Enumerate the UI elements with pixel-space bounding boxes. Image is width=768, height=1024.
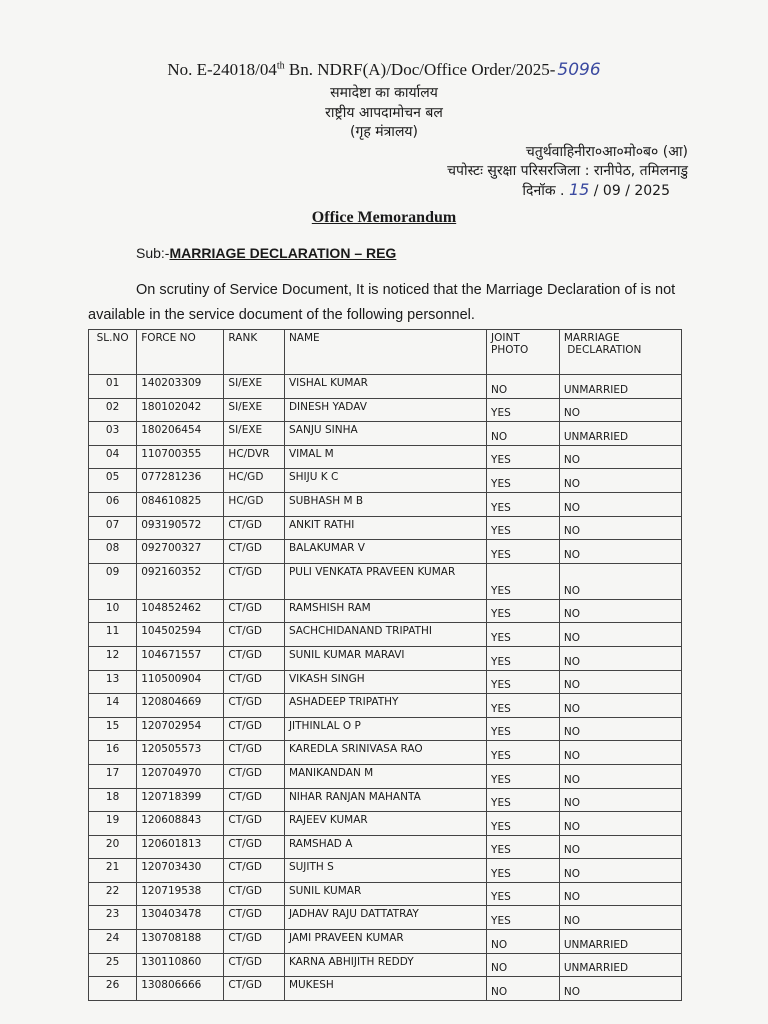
cell-rank: CT/GD — [224, 859, 285, 883]
cell-joint-photo: YES — [487, 563, 560, 599]
cell-rank: HC/DVR — [224, 445, 285, 469]
cell-sl-no: 24 — [89, 930, 137, 954]
table-row — [89, 741, 682, 765]
cell-sl-no: 07 — [89, 516, 137, 540]
cell-joint-photo: YES — [487, 788, 560, 812]
cell-force-no: 092700327 — [137, 540, 224, 564]
cell-marriage-declaration: NO — [559, 741, 681, 765]
cell-joint-photo: YES — [487, 540, 560, 564]
cell-force-no: 110700355 — [137, 445, 224, 469]
cell-sl-no: 10 — [89, 599, 137, 623]
cell-marriage-declaration: NO — [559, 717, 681, 741]
date-day-handwritten: 15 — [568, 180, 590, 199]
cell-force-no: 120702954 — [137, 717, 224, 741]
cell-joint-photo: YES — [487, 492, 560, 516]
cell-name: ASHADEEP TRIPATHY — [284, 694, 486, 718]
cell-marriage-declaration: UNMARRIED — [559, 375, 681, 399]
cell-sl-no: 15 — [89, 717, 137, 741]
cell-sl-no: 22 — [89, 882, 137, 906]
table-row — [89, 445, 682, 469]
cell-rank: CT/GD — [224, 599, 285, 623]
cell-joint-photo: NO — [487, 375, 560, 399]
cell-joint-photo: NO — [487, 977, 560, 1001]
cell-sl-no: 21 — [89, 859, 137, 883]
table-row — [89, 599, 682, 623]
table-row — [89, 977, 682, 1001]
cell-sl-no: 20 — [89, 835, 137, 859]
cell-marriage-declaration: NO — [559, 882, 681, 906]
cell-rank: HC/GD — [224, 492, 285, 516]
personnel-table — [88, 329, 682, 1001]
cell-rank: CT/GD — [224, 670, 285, 694]
cell-force-no: 120718399 — [137, 788, 224, 812]
cell-joint-photo: YES — [487, 812, 560, 836]
cell-joint-photo: YES — [487, 906, 560, 930]
cell-force-no: 130806666 — [137, 977, 224, 1001]
cell-marriage-declaration: NO — [559, 906, 681, 930]
cell-joint-photo: YES — [487, 623, 560, 647]
cell-name: SANJU SINHA — [284, 422, 486, 446]
cell-name: JITHINLAL O P — [284, 717, 486, 741]
cell-sl-no: 14 — [89, 694, 137, 718]
cell-marriage-declaration: UNMARRIED — [559, 930, 681, 954]
date-line — [522, 180, 670, 200]
cell-sl-no: 06 — [89, 492, 137, 516]
cell-name: VIMAL M — [284, 445, 486, 469]
cell-rank: CT/GD — [224, 882, 285, 906]
date-rest: / 09 / 2025 — [593, 183, 670, 199]
cell-joint-photo: NO — [487, 953, 560, 977]
cell-marriage-declaration: NO — [559, 492, 681, 516]
cell-force-no: 130403478 — [137, 906, 224, 930]
cell-sl-no: 18 — [89, 788, 137, 812]
table-row — [89, 812, 682, 836]
cell-joint-photo: YES — [487, 859, 560, 883]
cell-rank: HC/GD — [224, 469, 285, 493]
header-joint-photo: JOINT PHOTO — [487, 330, 560, 375]
cell-rank: CT/GD — [224, 953, 285, 977]
table-row — [89, 882, 682, 906]
cell-rank: SI/EXE — [224, 398, 285, 422]
table-row — [89, 516, 682, 540]
cell-name: JADHAV RAJU DATTATRAY — [284, 906, 486, 930]
cell-joint-photo: YES — [487, 445, 560, 469]
table-row — [89, 398, 682, 422]
table-row — [89, 859, 682, 883]
cell-marriage-declaration: NO — [559, 812, 681, 836]
cell-name: SUNIL KUMAR — [284, 882, 486, 906]
cell-name: JAMI PRAVEEN KUMAR — [284, 930, 486, 954]
subject-label: Sub:- — [136, 245, 170, 261]
cell-force-no: 120719538 — [137, 882, 224, 906]
table-header-row — [89, 330, 682, 375]
ref-sup: th — [276, 60, 285, 72]
table-row — [89, 422, 682, 446]
cell-force-no: 120505573 — [137, 741, 224, 765]
cell-name: BALAKUMAR V — [284, 540, 486, 564]
header-name: NAME — [284, 330, 486, 375]
cell-sl-no: 01 — [89, 375, 137, 399]
cell-force-no: 120703430 — [137, 859, 224, 883]
header-rank: RANK — [224, 330, 285, 375]
cell-rank: CT/GD — [224, 741, 285, 765]
table-row — [89, 717, 682, 741]
cell-marriage-declaration: NO — [559, 835, 681, 859]
cell-marriage-declaration: NO — [559, 540, 681, 564]
cell-marriage-declaration: NO — [559, 859, 681, 883]
cell-marriage-declaration: NO — [559, 670, 681, 694]
cell-name: KARNA ABHIJITH REDDY — [284, 953, 486, 977]
cell-name: RAMSHISH RAM — [284, 599, 486, 623]
table-row — [89, 930, 682, 954]
cell-marriage-declaration: NO — [559, 977, 681, 1001]
ministry-name-hindi: (गृह मंत्रालय) — [349, 124, 419, 140]
cell-sl-no: 13 — [89, 670, 137, 694]
cell-joint-photo: YES — [487, 741, 560, 765]
cell-joint-photo: YES — [487, 469, 560, 493]
cell-rank: SI/EXE — [224, 422, 285, 446]
cell-name: SUJITH S — [284, 859, 486, 883]
header-sl-no: SL.NO — [89, 330, 137, 375]
cell-marriage-declaration: NO — [559, 469, 681, 493]
cell-name: NIHAR RANJAN MAHANTA — [284, 788, 486, 812]
cell-sl-no: 23 — [89, 906, 137, 930]
cell-force-no: 130110860 — [137, 953, 224, 977]
body-text: On scrutiny of Service Document, It is noticed that the Marriage Declaration of is not available in the service document of the following personnel. — [88, 282, 676, 323]
cell-force-no: 093190572 — [137, 516, 224, 540]
cell-joint-photo: YES — [487, 694, 560, 718]
cell-marriage-declaration: UNMARRIED — [559, 953, 681, 977]
cell-joint-photo: YES — [487, 717, 560, 741]
cell-force-no: 120608843 — [137, 812, 224, 836]
cell-force-no: 110500904 — [137, 670, 224, 694]
header-force-no: FORCE NO — [137, 330, 224, 375]
cell-rank: CT/GD — [224, 906, 285, 930]
cell-marriage-declaration: NO — [559, 764, 681, 788]
date-label: दिनॉक . — [522, 183, 565, 199]
table-row — [89, 694, 682, 718]
cell-force-no: 180206454 — [137, 422, 224, 446]
cell-sl-no: 19 — [89, 812, 137, 836]
cell-name: RAJEEV KUMAR — [284, 812, 486, 836]
table-row — [89, 375, 682, 399]
cell-sl-no: 11 — [89, 623, 137, 647]
cell-force-no: 104671557 — [137, 646, 224, 670]
cell-rank: CT/GD — [224, 835, 285, 859]
battalion-name: चतुर्थवाहिनीरा०आ०मो०ब० (आ) — [525, 144, 688, 160]
cell-sl-no: 09 — [89, 563, 137, 599]
table-row — [89, 540, 682, 564]
table-row — [89, 563, 682, 599]
cell-rank: SI/EXE — [224, 375, 285, 399]
cell-joint-photo: YES — [487, 670, 560, 694]
table-row — [89, 623, 682, 647]
table-row — [89, 835, 682, 859]
cell-marriage-declaration: NO — [559, 623, 681, 647]
cell-sl-no: 08 — [89, 540, 137, 564]
address-line: चपोस्टः सुरक्षा परिसरजिला : रानीपेठ, तमिलनाडु — [447, 163, 688, 179]
body-paragraph — [88, 278, 688, 328]
cell-joint-photo: YES — [487, 599, 560, 623]
cell-force-no: 084610825 — [137, 492, 224, 516]
cell-joint-photo: YES — [487, 882, 560, 906]
cell-sl-no: 05 — [89, 469, 137, 493]
cell-marriage-declaration: NO — [559, 599, 681, 623]
cell-sl-no: 03 — [89, 422, 137, 446]
cell-name: VIKASH SINGH — [284, 670, 486, 694]
table-row — [89, 469, 682, 493]
cell-sl-no: 25 — [89, 953, 137, 977]
cell-name: DINESH YADAV — [284, 398, 486, 422]
cell-force-no: 130708188 — [137, 930, 224, 954]
cell-rank: CT/GD — [224, 694, 285, 718]
cell-joint-photo: NO — [487, 930, 560, 954]
cell-marriage-declaration: NO — [559, 398, 681, 422]
cell-joint-photo: YES — [487, 764, 560, 788]
cell-joint-photo: NO — [487, 422, 560, 446]
subject-line — [136, 245, 396, 261]
cell-marriage-declaration: NO — [559, 445, 681, 469]
cell-name: RAMSHAD A — [284, 835, 486, 859]
cell-marriage-declaration: NO — [559, 563, 681, 599]
table-row — [89, 953, 682, 977]
table-row — [89, 906, 682, 930]
cell-rank: CT/GD — [224, 646, 285, 670]
cell-rank: CT/GD — [224, 930, 285, 954]
cell-sl-no: 17 — [89, 764, 137, 788]
cell-name: VISHAL KUMAR — [284, 375, 486, 399]
cell-force-no: 140203309 — [137, 375, 224, 399]
cell-sl-no: 04 — [89, 445, 137, 469]
cell-rank: CT/GD — [224, 812, 285, 836]
cell-joint-photo: YES — [487, 516, 560, 540]
cell-sl-no: 16 — [89, 741, 137, 765]
cell-sl-no: 02 — [89, 398, 137, 422]
cell-force-no: 120704970 — [137, 764, 224, 788]
table-body — [89, 375, 682, 1001]
cell-rank: CT/GD — [224, 788, 285, 812]
cell-rank: CT/GD — [224, 623, 285, 647]
office-name-hindi: समादेष्टा का कार्यालय — [330, 85, 438, 101]
cell-force-no: 092160352 — [137, 563, 224, 599]
table-row — [89, 670, 682, 694]
header-marriage-declaration: MARRIAGE DECLARATION — [559, 330, 681, 375]
cell-marriage-declaration: NO — [559, 694, 681, 718]
cell-name: MUKESH — [284, 977, 486, 1001]
document-title: Office Memorandum — [311, 209, 457, 226]
cell-name: SUBHASH M B — [284, 492, 486, 516]
cell-sl-no: 26 — [89, 977, 137, 1001]
cell-rank: CT/GD — [224, 540, 285, 564]
cell-rank: CT/GD — [224, 977, 285, 1001]
cell-marriage-declaration: NO — [559, 646, 681, 670]
ref-handwritten-number: 5096 — [557, 60, 601, 80]
cell-joint-photo: YES — [487, 835, 560, 859]
cell-name: MANIKANDAN M — [284, 764, 486, 788]
cell-rank: CT/GD — [224, 563, 285, 599]
cell-marriage-declaration: UNMARRIED — [559, 422, 681, 446]
cell-sl-no: 12 — [89, 646, 137, 670]
cell-rank: CT/GD — [224, 516, 285, 540]
cell-name: KAREDLA SRINIVASA RAO — [284, 741, 486, 765]
table-row — [89, 492, 682, 516]
cell-name: SUNIL KUMAR MARAVI — [284, 646, 486, 670]
subject-text: MARRIAGE DECLARATION – REG — [169, 245, 397, 261]
cell-force-no: 104502594 — [137, 623, 224, 647]
reference-number — [0, 60, 768, 80]
ref-prefix: No. E-24018/04 — [167, 60, 277, 79]
cell-force-no: 104852462 — [137, 599, 224, 623]
cell-name: SACHCHIDANAND TRIPATHI — [284, 623, 486, 647]
cell-force-no: 077281236 — [137, 469, 224, 493]
cell-joint-photo: YES — [487, 398, 560, 422]
cell-marriage-declaration: NO — [559, 516, 681, 540]
table-row — [89, 788, 682, 812]
cell-force-no: 180102042 — [137, 398, 224, 422]
cell-marriage-declaration: NO — [559, 788, 681, 812]
ref-suffix: Bn. NDRF(A)/Doc/Office Order/2025- — [284, 60, 556, 79]
cell-force-no: 120601813 — [137, 835, 224, 859]
cell-force-no: 120804669 — [137, 694, 224, 718]
cell-rank: CT/GD — [224, 717, 285, 741]
cell-name: PULI VENKATA PRAVEEN KUMAR — [284, 563, 486, 599]
cell-name: SHIJU K C — [284, 469, 486, 493]
table-row — [89, 764, 682, 788]
force-name-hindi: राष्ट्रीय आपदामोचन बल — [325, 105, 443, 121]
cell-rank: CT/GD — [224, 764, 285, 788]
cell-name: ANKIT RATHI — [284, 516, 486, 540]
cell-joint-photo: YES — [487, 646, 560, 670]
table-row — [89, 646, 682, 670]
